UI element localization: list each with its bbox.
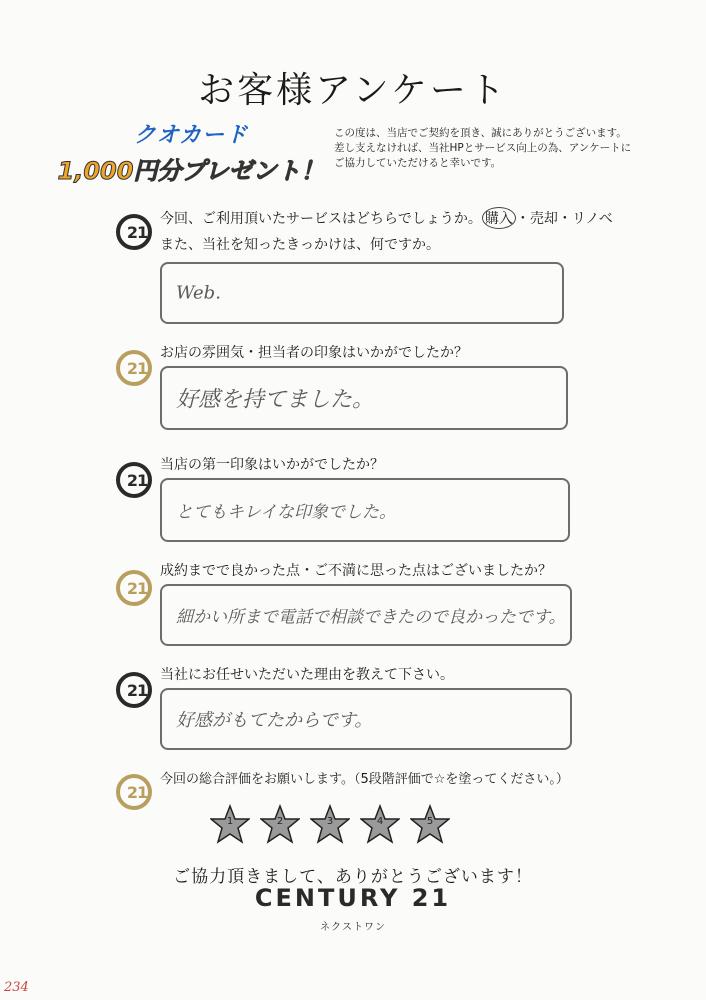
rating-star[interactable] — [310, 804, 350, 844]
star-number: 1 — [226, 816, 234, 827]
question-1-line-2: また、当社を知ったきっかけは、何ですか。 — [160, 237, 440, 253]
star-number: 3 — [326, 816, 334, 827]
option-sell: 売却 — [529, 211, 558, 227]
answer-5-text: 好感がもてたからです。 — [176, 710, 373, 731]
promo-present-text: 1,000円分プレゼント！ — [57, 157, 325, 185]
question-6-text: 今回の総合評価をお願いします。（5段階評価で☆を塗ってください。） — [160, 772, 569, 787]
century21-logo-icon: 21 — [116, 570, 152, 606]
option-buy-circled: 購入 — [482, 207, 516, 229]
question-1-line-1 — [160, 208, 613, 228]
intro-line: この度は、当店でご契約を頂き、誠にありがとうございます。 — [334, 127, 627, 139]
star-number: 5 — [426, 816, 434, 827]
answer-box-1 — [160, 262, 564, 324]
option-separator: ・ — [557, 211, 572, 227]
answer-box-3 — [160, 478, 570, 542]
thanks-text: ご協力頂きまして、ありがとうございます！ — [173, 867, 533, 887]
option-renovation: リノベ — [571, 211, 613, 227]
question-1-prefix: 今回、ご利用頂いたサービスはどちらでしょうか。 — [160, 211, 482, 227]
answer-1-text: Web. — [176, 282, 221, 304]
star-number: 4 — [376, 816, 384, 827]
century21-logo-icon: 21 — [116, 774, 152, 810]
century21-logo-icon: 21 — [116, 214, 152, 250]
question-4-text: 成約までで良かった点・ご不満に思った点はございましたか？ — [160, 563, 552, 579]
answer-box-2 — [160, 366, 568, 430]
century21-logo-icon: 21 — [116, 462, 152, 498]
answer-box-5 — [160, 688, 572, 750]
rating-star[interactable] — [410, 804, 450, 844]
answer-box-4 — [160, 584, 572, 646]
option-separator: ・ — [515, 211, 530, 227]
century21-logo-icon: 21 — [116, 350, 152, 386]
question-2-text: お店の雰囲気・担当者の印象はいかがでしたか？ — [160, 345, 468, 361]
promo-banner — [56, 118, 326, 186]
intro-line: 差し支えなければ、当社HPとサービス向上の為、アンケートに — [334, 142, 632, 154]
handwritten-page-number: 234 — [4, 980, 29, 995]
question-3-text: 当店の第一印象はいかがでしたか？ — [160, 457, 384, 473]
century21-logo-icon: 21 — [116, 672, 152, 708]
intro-text — [334, 126, 654, 171]
rating-star[interactable] — [260, 804, 300, 844]
promo-card-name: クオカード — [133, 123, 249, 148]
answer-4-text: 細かい所まで電話で相談できたので良かったです。 — [176, 607, 566, 628]
intro-line: ご協力していただけると幸いです。 — [334, 157, 502, 169]
branch-name: ネクストワン — [320, 922, 386, 933]
answer-2-text: 好感を持てました。 — [176, 387, 375, 413]
answer-3-text: とてもキレイな印象でした。 — [176, 502, 396, 523]
question-5-text: 当社にお任せいただいた理由を教えて下さい。 — [160, 667, 454, 683]
rating-stars — [210, 804, 450, 844]
rating-star[interactable] — [210, 804, 250, 844]
rating-star[interactable] — [360, 804, 400, 844]
brand-logo-text: CENTURY 21 — [254, 884, 452, 912]
page-title: お客様アンケート — [198, 70, 508, 111]
star-number: 2 — [276, 816, 284, 827]
